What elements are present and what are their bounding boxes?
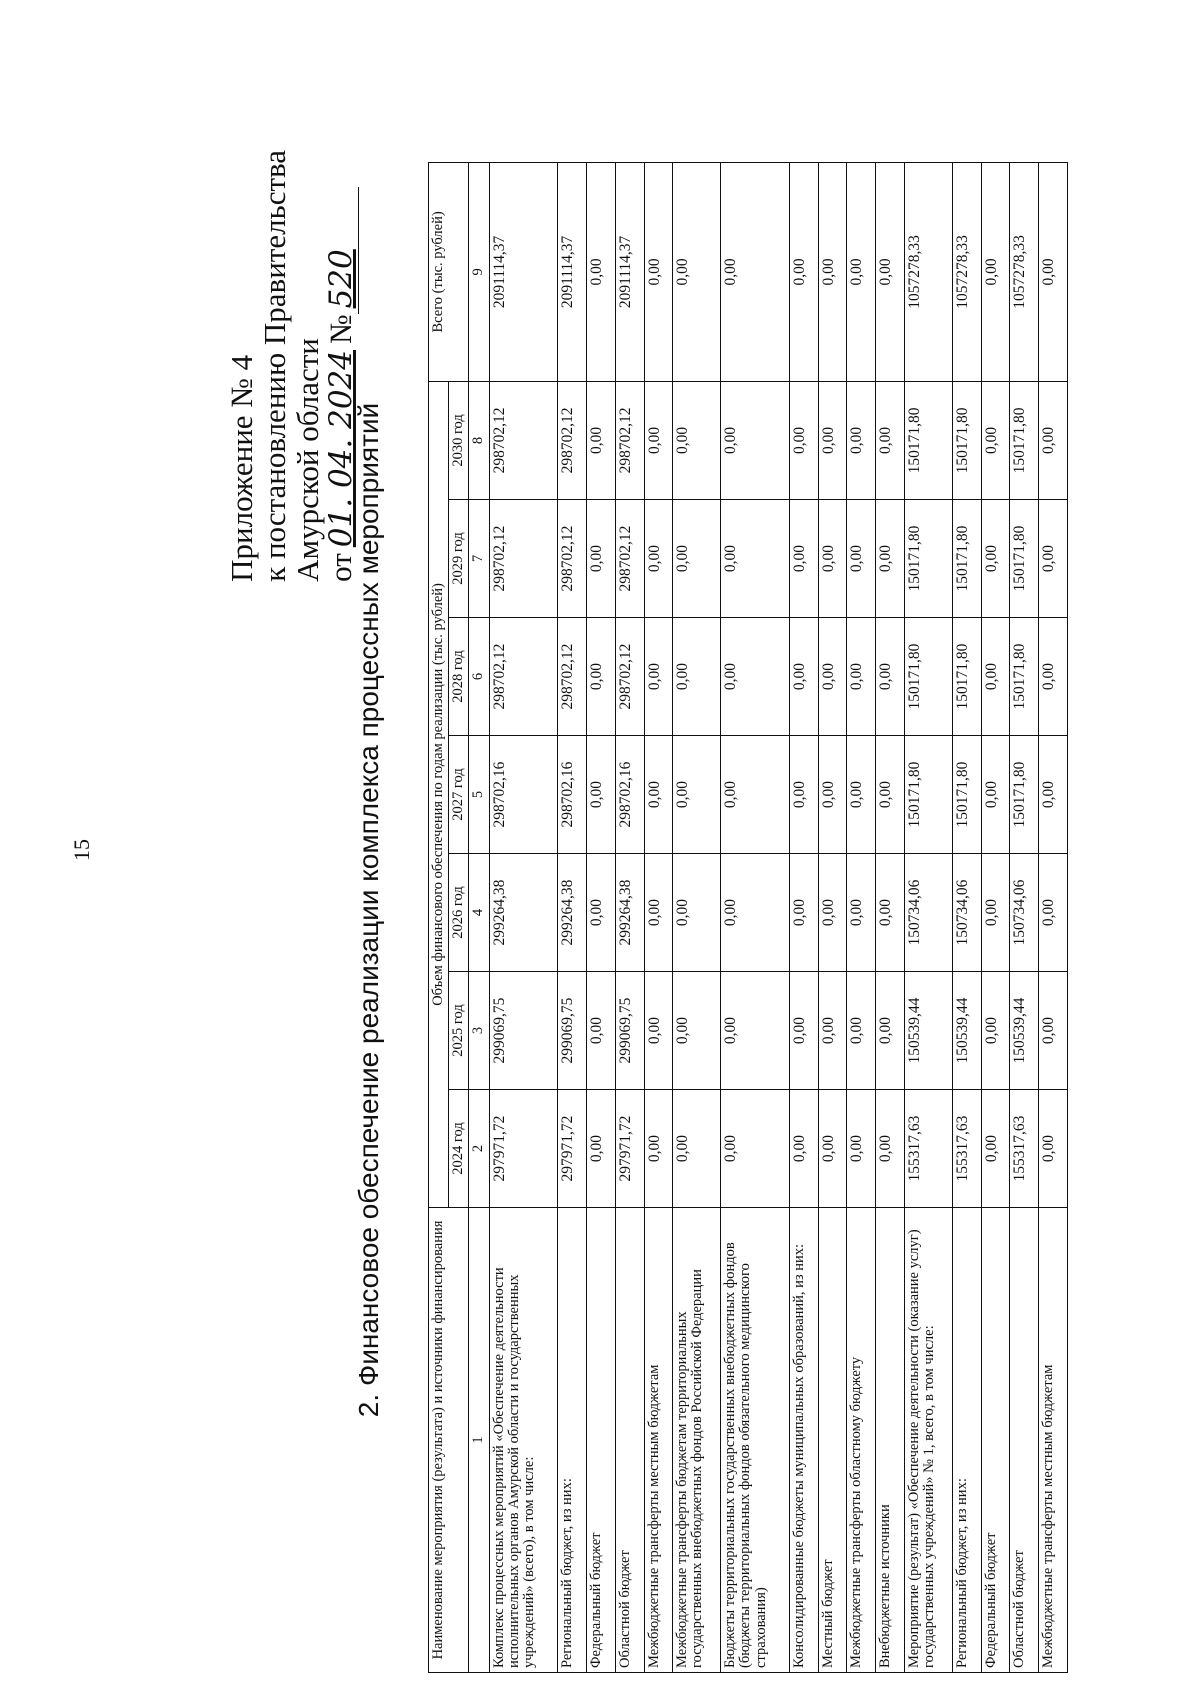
row-name: Федеральный бюджет xyxy=(586,1208,615,1673)
column-number: 4 xyxy=(469,854,489,972)
row-year-value: 0,00 xyxy=(818,1090,847,1208)
row-total-value: 0,00 xyxy=(721,162,790,381)
row-name: Региональный бюджет, из них: xyxy=(952,1208,981,1673)
row-year-value: 0,00 xyxy=(644,618,673,736)
row-total-value: 0,00 xyxy=(586,162,615,381)
appendix-from-prefix: от xyxy=(323,553,358,582)
row-year-value: 0,00 xyxy=(721,381,790,499)
header-year: 2026 год xyxy=(449,854,469,972)
row-year-value: 0,00 xyxy=(818,854,847,972)
column-number: 3 xyxy=(469,972,489,1090)
row-year-value: 0,00 xyxy=(673,736,721,854)
row-year-value: 297971,72 xyxy=(615,1090,644,1208)
row-year-value: 298702,12 xyxy=(615,500,644,618)
appendix-block xyxy=(225,150,359,582)
row-total-value: 0,00 xyxy=(1039,162,1068,381)
header-year: 2025 год xyxy=(449,972,469,1090)
row-year-value: 298702,16 xyxy=(489,736,558,854)
row-year-value: 0,00 xyxy=(818,736,847,854)
row-year-value: 0,00 xyxy=(644,381,673,499)
row-year-value: 0,00 xyxy=(673,381,721,499)
row-year-value: 0,00 xyxy=(818,618,847,736)
row-year-value: 0,00 xyxy=(789,736,818,854)
header-year: 2024 год xyxy=(449,1090,469,1208)
row-name: Областной бюджет xyxy=(1010,1208,1039,1673)
row-year-value: 0,00 xyxy=(644,972,673,1090)
row-year-value: 298702,12 xyxy=(558,500,587,618)
table-row xyxy=(558,162,587,1672)
row-year-value: 0,00 xyxy=(789,854,818,972)
row-year-value: 0,00 xyxy=(847,618,876,736)
row-year-value: 0,00 xyxy=(789,1090,818,1208)
row-year-value: 150171,80 xyxy=(904,736,952,854)
row-year-value: 0,00 xyxy=(1039,1090,1068,1208)
row-year-value: 0,00 xyxy=(586,736,615,854)
table-row xyxy=(981,162,1010,1672)
row-name: Бюджеты территориальных государственных внебюджетных фондов (бюджеты территориальных фондов обязательного медицинского страхования) xyxy=(721,1208,790,1673)
column-number: 8 xyxy=(469,381,489,499)
row-year-value: 0,00 xyxy=(818,381,847,499)
row-year-value: 298702,12 xyxy=(558,381,587,499)
header-volume: Объем финансового обеспечения по годам реализации (тыс. рублей) xyxy=(429,381,449,1207)
row-year-value: 298702,12 xyxy=(489,618,558,736)
row-year-value: 0,00 xyxy=(847,500,876,618)
table-body xyxy=(489,162,1067,1672)
row-year-value: 150734,06 xyxy=(952,854,981,972)
table-row xyxy=(586,162,615,1672)
row-year-value: 150734,06 xyxy=(1010,854,1039,972)
row-year-value: 0,00 xyxy=(847,381,876,499)
row-total-value: 1057278,33 xyxy=(1010,162,1039,381)
row-year-value: 0,00 xyxy=(876,972,905,1090)
column-number: 1 xyxy=(469,1208,489,1673)
page-number: 15 xyxy=(69,839,94,861)
table-row xyxy=(904,162,952,1672)
row-year-value: 0,00 xyxy=(876,736,905,854)
row-year-value: 150171,80 xyxy=(952,500,981,618)
row-name: Межбюджетные трансферты бюджетам территориальных государственных внебюджетных фондов Российской Федерации xyxy=(673,1208,721,1673)
appendix-line-2: к постановлению Правительства xyxy=(257,150,292,582)
row-year-value: 155317,63 xyxy=(904,1090,952,1208)
row-year-value: 0,00 xyxy=(586,618,615,736)
appendix-line-3: Амурской области xyxy=(290,338,325,582)
row-total-value: 0,00 xyxy=(789,162,818,381)
row-year-value: 0,00 xyxy=(1039,854,1068,972)
row-year-value: 0,00 xyxy=(876,500,905,618)
row-year-value: 299069,75 xyxy=(558,972,587,1090)
row-year-value: 297971,72 xyxy=(558,1090,587,1208)
row-year-value: 0,00 xyxy=(981,1090,1010,1208)
appendix-number-handwritten: 520 xyxy=(325,187,359,314)
row-year-value: 0,00 xyxy=(876,854,905,972)
row-year-value: 299264,38 xyxy=(615,854,644,972)
row-year-value: 0,00 xyxy=(644,1090,673,1208)
appendix-number-sign: № xyxy=(323,314,358,344)
row-year-value: 0,00 xyxy=(789,381,818,499)
header-total: Всего (тыс. рублей) xyxy=(429,162,469,381)
row-year-value: 0,00 xyxy=(1039,972,1068,1090)
table-row xyxy=(1039,162,1068,1672)
row-year-value: 0,00 xyxy=(673,618,721,736)
table-row xyxy=(1010,162,1039,1672)
header-year: 2028 год xyxy=(449,618,469,736)
table-row xyxy=(789,162,818,1672)
row-year-value: 150171,80 xyxy=(952,618,981,736)
row-year-value: 150539,44 xyxy=(952,972,981,1090)
row-year-value: 150171,80 xyxy=(1010,618,1039,736)
column-number-row xyxy=(469,162,489,1672)
row-name: Мероприятие (результат) «Обеспечение деятельности (оказание услуг) государственных учреждений» № 1, всего, в том числе: xyxy=(904,1208,952,1673)
row-year-value: 0,00 xyxy=(721,500,790,618)
row-year-value: 299264,38 xyxy=(558,854,587,972)
header-row-top xyxy=(429,162,449,1672)
row-year-value: 150171,80 xyxy=(904,381,952,499)
row-year-value: 298702,12 xyxy=(558,618,587,736)
table-row xyxy=(952,162,981,1672)
row-total-value: 0,00 xyxy=(673,162,721,381)
row-year-value: 299069,75 xyxy=(615,972,644,1090)
row-year-value: 0,00 xyxy=(981,972,1010,1090)
table-row xyxy=(876,162,905,1672)
row-year-value: 0,00 xyxy=(1039,500,1068,618)
row-year-value: 0,00 xyxy=(721,854,790,972)
row-year-value: 150539,44 xyxy=(1010,972,1039,1090)
row-year-value: 150171,80 xyxy=(1010,500,1039,618)
row-year-value: 0,00 xyxy=(721,618,790,736)
row-year-value: 155317,63 xyxy=(952,1090,981,1208)
row-year-value: 150171,80 xyxy=(952,736,981,854)
row-year-value: 0,00 xyxy=(789,618,818,736)
appendix-date-handwritten: 01. 04. 2024 xyxy=(323,350,359,548)
row-year-value: 0,00 xyxy=(673,500,721,618)
row-year-value: 0,00 xyxy=(847,972,876,1090)
row-name: Местный бюджет xyxy=(818,1208,847,1673)
row-name: Межбюджетные трансферты местным бюджетам xyxy=(644,1208,673,1673)
column-number: 9 xyxy=(469,162,489,381)
row-year-value: 0,00 xyxy=(818,972,847,1090)
row-year-value: 299264,38 xyxy=(489,854,558,972)
row-name: Региональный бюджет, из них: xyxy=(558,1208,587,1673)
row-total-value: 0,00 xyxy=(876,162,905,381)
row-year-value: 150539,44 xyxy=(904,972,952,1090)
row-year-value: 0,00 xyxy=(586,381,615,499)
table-row xyxy=(644,162,673,1672)
row-year-value: 0,00 xyxy=(1039,381,1068,499)
row-year-value: 0,00 xyxy=(981,500,1010,618)
row-year-value: 0,00 xyxy=(721,972,790,1090)
row-year-value: 150171,80 xyxy=(904,500,952,618)
row-year-value: 0,00 xyxy=(673,854,721,972)
row-year-value: 0,00 xyxy=(981,854,1010,972)
header-name: Наименование мероприятия (результата) и источники финансирования xyxy=(429,1208,469,1673)
column-number: 2 xyxy=(469,1090,489,1208)
row-year-value: 0,00 xyxy=(673,1090,721,1208)
column-number: 7 xyxy=(469,500,489,618)
row-year-value: 150171,80 xyxy=(904,618,952,736)
row-year-value: 298702,16 xyxy=(615,736,644,854)
row-year-value: 150734,06 xyxy=(904,854,952,972)
row-year-value: 0,00 xyxy=(721,736,790,854)
row-year-value: 0,00 xyxy=(644,736,673,854)
row-total-value: 0,00 xyxy=(847,162,876,381)
row-name: Консолидированные бюджеты муниципальных образований, из них: xyxy=(789,1208,818,1673)
row-name: Межбюджетные трансферты местным бюджетам xyxy=(1039,1208,1068,1673)
row-year-value: 0,00 xyxy=(1039,618,1068,736)
row-year-value: 0,00 xyxy=(789,500,818,618)
appendix-line-1: Приложение № 4 xyxy=(224,354,259,582)
row-year-value: 298702,12 xyxy=(489,500,558,618)
row-year-value: 0,00 xyxy=(847,854,876,972)
row-total-value: 2091114,37 xyxy=(615,162,644,381)
row-year-value: 0,00 xyxy=(1039,736,1068,854)
row-year-value: 0,00 xyxy=(586,972,615,1090)
table-row xyxy=(818,162,847,1672)
row-year-value: 0,00 xyxy=(789,972,818,1090)
row-year-value: 0,00 xyxy=(721,1090,790,1208)
row-total-value: 0,00 xyxy=(818,162,847,381)
row-year-value: 0,00 xyxy=(981,736,1010,854)
table-row xyxy=(721,162,790,1672)
document-title: 2. Финансовое обеспечение реализации комплекса процессных мероприятий xyxy=(353,402,384,1418)
row-year-value: 0,00 xyxy=(644,500,673,618)
row-year-value: 0,00 xyxy=(981,618,1010,736)
table-row xyxy=(847,162,876,1672)
row-total-value: 1057278,33 xyxy=(952,162,981,381)
row-year-value: 298702,12 xyxy=(489,381,558,499)
table-row xyxy=(489,162,558,1672)
row-year-value: 297971,72 xyxy=(489,1090,558,1208)
row-year-value: 0,00 xyxy=(818,500,847,618)
row-year-value: 0,00 xyxy=(876,618,905,736)
row-year-value: 0,00 xyxy=(673,972,721,1090)
column-number: 6 xyxy=(469,618,489,736)
header-year: 2027 год xyxy=(449,736,469,854)
row-total-value: 0,00 xyxy=(644,162,673,381)
row-year-value: 298702,12 xyxy=(615,618,644,736)
row-year-value: 298702,12 xyxy=(615,381,644,499)
row-year-value: 0,00 xyxy=(644,854,673,972)
row-name: Федеральный бюджет xyxy=(981,1208,1010,1673)
row-name: Межбюджетные трансферты областному бюджету xyxy=(847,1208,876,1673)
table-row xyxy=(615,162,644,1672)
row-year-value: 0,00 xyxy=(586,854,615,972)
row-year-value: 0,00 xyxy=(586,500,615,618)
header-year: 2029 год xyxy=(449,500,469,618)
row-total-value: 1057278,33 xyxy=(904,162,952,381)
row-name: Комплекс процессных мероприятий «Обеспечение деятельности исполнительных органов Амурской области и государственных учреждений» (всего), в том числе: xyxy=(489,1208,558,1673)
row-name: Областной бюджет xyxy=(615,1208,644,1673)
row-year-value: 0,00 xyxy=(981,381,1010,499)
row-year-value: 298702,16 xyxy=(558,736,587,854)
row-total-value: 2091114,37 xyxy=(558,162,587,381)
row-year-value: 150171,80 xyxy=(1010,736,1039,854)
row-total-value: 2091114,37 xyxy=(489,162,558,381)
row-name: Внебюджетные источники xyxy=(876,1208,905,1673)
row-year-value: 0,00 xyxy=(876,381,905,499)
row-year-value: 155317,63 xyxy=(1010,1090,1039,1208)
row-year-value: 150171,80 xyxy=(1010,381,1039,499)
row-year-value: 150171,80 xyxy=(952,381,981,499)
row-year-value: 0,00 xyxy=(847,736,876,854)
row-year-value: 299069,75 xyxy=(489,972,558,1090)
table-row xyxy=(673,162,721,1672)
row-total-value: 0,00 xyxy=(981,162,1010,381)
row-year-value: 0,00 xyxy=(586,1090,615,1208)
header-year: 2030 год xyxy=(449,381,469,499)
financing-table xyxy=(428,162,1068,1673)
row-year-value: 0,00 xyxy=(876,1090,905,1208)
row-year-value: 0,00 xyxy=(847,1090,876,1208)
column-number: 5 xyxy=(469,736,489,854)
rotated-page-content xyxy=(195,125,1075,1695)
